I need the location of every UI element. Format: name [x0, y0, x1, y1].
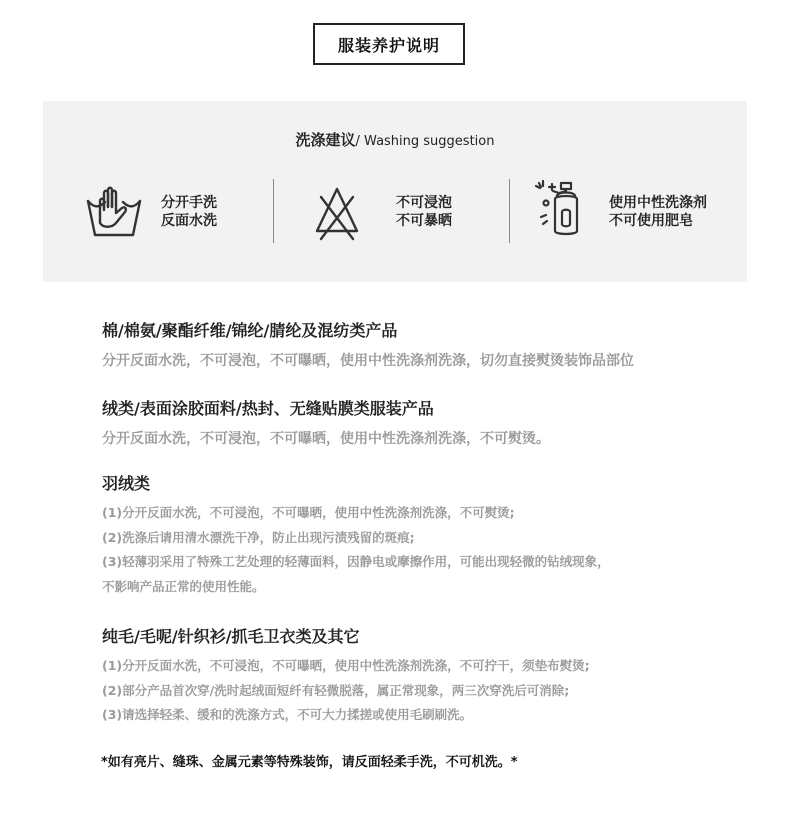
section-desc: 分开反面水洗，不可浸泡，不可曝晒，使用中性洗涤剂洗涤，切勿直接熨烫装饰品部位	[102, 353, 634, 369]
care-item-neutral-detergent-line2: 不可使用肥皂	[609, 213, 693, 229]
section-line: (1)分开反面水洗，不可浸泡，不可曝晒，使用中性洗涤剂洗涤，不可熨烫;	[102, 505, 515, 520]
care-item-hand-wash-line1: 分开手洗	[161, 195, 217, 211]
care-item-no-soak-line2: 不可暴晒	[396, 213, 452, 229]
care-item-neutral-detergent-line1: 使用中性洗涤剂	[609, 195, 707, 211]
section-line: 不影响产品正常的使用性能。	[102, 578, 265, 594]
no-soak-icon	[313, 179, 361, 241]
section-line: (3)请选择轻柔、缓和的洗涤方式，不可大力揉搓或使用毛刷刷洗。	[102, 707, 473, 722]
washing-heading	[43, 129, 747, 150]
hand-wash-icon	[85, 179, 143, 237]
section-title: 羽绒类	[102, 474, 151, 493]
care-section-velvet	[102, 398, 742, 449]
care-item-no-soak	[313, 179, 473, 241]
washing-heading-en: / Washing suggestion	[355, 134, 495, 149]
care-item-no-soak-line1: 不可浸泡	[396, 195, 452, 211]
section-line: (3)轻薄羽采用了特殊工艺处理的轻薄面料，因静电或摩擦作用，可能出现轻微的钻绒现象，	[102, 554, 610, 569]
page-title: 服装养护说明	[313, 23, 465, 65]
section-title: 纯毛/毛呢/针织衫/抓毛卫衣类及其它	[102, 627, 360, 646]
neutral-detergent-icon	[533, 179, 593, 241]
section-line: (2)部分产品首次穿/洗时起绒面短纤有轻微脱落，属正常现象，两三次穿洗后可消除;	[102, 682, 570, 698]
care-item-neutral-detergent	[533, 179, 733, 241]
special-decoration-note: *如有亮片、缝珠、金属元素等特殊装饰，请反面轻柔手洗，不可机洗。*	[101, 755, 518, 770]
divider	[509, 179, 510, 243]
washing-heading-cn: 洗涤建议	[295, 131, 356, 149]
section-title: 棉/棉氨/聚酯纤维/锦纶/腈纶及混纺类产品	[102, 321, 398, 340]
care-section-wool	[102, 626, 742, 728]
care-section-down	[102, 473, 742, 599]
care-item-hand-wash-line2: 反面水洗	[161, 213, 217, 229]
care-section-cotton	[102, 320, 742, 371]
care-item-hand-wash	[85, 179, 245, 241]
section-desc: 分开反面水洗，不可浸泡，不可曝晒，使用中性洗涤剂洗涤，不可熨烫。	[102, 431, 550, 447]
washing-suggestion-panel	[43, 101, 747, 282]
divider	[273, 179, 274, 243]
section-line: (2)洗涤后请用清水漂洗干净，防止出现污渍残留的斑痕;	[102, 529, 415, 545]
section-title: 绒类/表面涂胶面料/热封、无缝贴膜类服装产品	[102, 399, 434, 418]
section-line: (1)分开反面水洗，不可浸泡，不可曝晒，使用中性洗涤剂洗涤，不可拧干，须垫布熨烫;	[102, 658, 590, 673]
